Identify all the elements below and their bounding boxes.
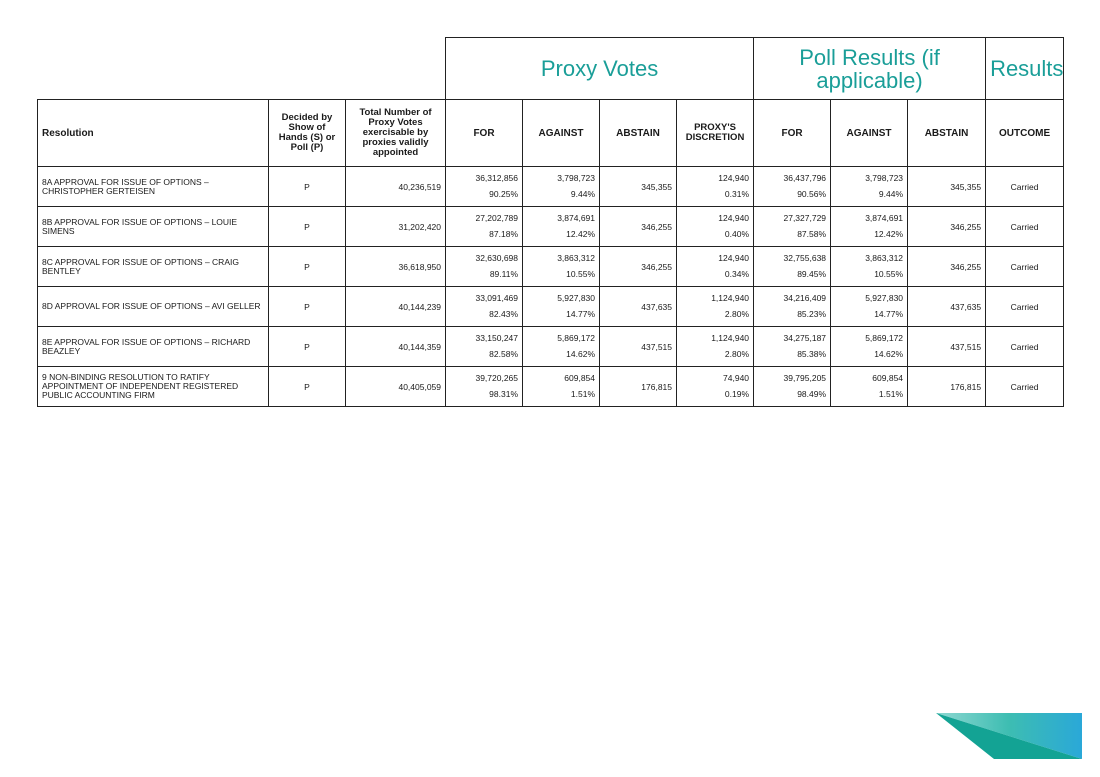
poll-for-value: 32,755,638: [783, 253, 827, 263]
proxy-against-percent: 12.42%: [566, 229, 596, 239]
proxy-for-percent: 82.43%: [489, 309, 519, 319]
decided-cell: P: [269, 247, 346, 287]
outcome-cell: Carried: [986, 207, 1064, 247]
proxy-discretion-value: 1,124,940: [711, 293, 750, 303]
proxy-for-cell: [446, 167, 523, 207]
proxy-for-value: 27,202,789: [475, 213, 519, 223]
col-resolution: Resolution: [38, 100, 269, 167]
col-poll-for: FOR: [754, 100, 831, 167]
table-row: [38, 367, 1064, 407]
outcome-cell: Carried: [986, 327, 1064, 367]
poll-for-percent: 90.56%: [797, 189, 827, 199]
proxy-against-value: 5,927,830: [557, 293, 596, 303]
decided-cell: P: [269, 167, 346, 207]
poll-against-value: 3,874,691: [865, 213, 904, 223]
poll-abstain-cell: 346,255: [908, 247, 986, 287]
poll-for-percent: 89.45%: [797, 269, 827, 279]
proxy-abstain-cell: 346,255: [600, 207, 677, 247]
proxy-against-value: 5,869,172: [557, 333, 596, 343]
proxy-discretion-percent: 0.31%: [724, 189, 750, 199]
poll-for-cell: [754, 287, 831, 327]
results-heading: Results: [986, 38, 1064, 100]
table-row: [38, 247, 1064, 287]
proxy-for-percent: 87.18%: [489, 229, 519, 239]
proxy-against-cell: [523, 367, 600, 407]
proxy-for-cell: [446, 207, 523, 247]
poll-for-value: 36,437,796: [783, 173, 827, 183]
resolution-cell: 8C APPROVAL FOR ISSUE OF OPTIONS – CRAIG BENTLEY: [38, 247, 269, 287]
column-header-row: [38, 100, 1064, 167]
decided-cell: P: [269, 367, 346, 407]
poll-against-cell: [831, 207, 908, 247]
poll-against-percent: 10.55%: [874, 269, 904, 279]
col-against: AGAINST: [523, 100, 600, 167]
outcome-cell: Carried: [986, 167, 1064, 207]
group-header-spacer: [38, 38, 446, 100]
poll-for-cell: [754, 167, 831, 207]
poll-for-value: 27,327,729: [783, 213, 827, 223]
proxy-discretion-cell: [677, 207, 754, 247]
decided-cell: P: [269, 287, 346, 327]
total-votes-cell: 40,144,239: [346, 287, 446, 327]
proxy-against-value: 609,854: [564, 373, 596, 383]
poll-for-value: 39,795,205: [783, 373, 827, 383]
proxy-discretion-value: 74,940: [723, 373, 750, 383]
proxy-for-percent: 98.31%: [489, 389, 519, 399]
proxy-against-percent: 9.44%: [570, 189, 596, 199]
proxy-for-cell: [446, 287, 523, 327]
table-row: [38, 287, 1064, 327]
poll-abstain-cell: 346,255: [908, 207, 986, 247]
results-body: [38, 167, 1064, 407]
poll-against-percent: 1.51%: [878, 389, 904, 399]
resolution-cell: 8A APPROVAL FOR ISSUE OF OPTIONS – CHRISTOPHER GERTEISEN: [38, 167, 269, 207]
poll-against-value: 5,927,830: [865, 293, 904, 303]
total-votes-cell: 40,236,519: [346, 167, 446, 207]
proxy-for-cell: [446, 247, 523, 287]
poll-against-percent: 12.42%: [874, 229, 904, 239]
poll-for-cell: [754, 327, 831, 367]
poll-results-heading: Poll Results (if applicable): [754, 38, 986, 100]
proxy-discretion-cell: [677, 287, 754, 327]
proxy-discretion-cell: [677, 167, 754, 207]
proxy-abstain-cell: 437,635: [600, 287, 677, 327]
proxy-discretion-cell: [677, 247, 754, 287]
proxy-against-cell: [523, 287, 600, 327]
proxy-for-cell: [446, 367, 523, 407]
poll-for-percent: 87.58%: [797, 229, 827, 239]
proxy-against-percent: 14.77%: [566, 309, 596, 319]
outcome-cell: Carried: [986, 367, 1064, 407]
poll-for-cell: [754, 247, 831, 287]
proxy-for-value: 33,091,469: [475, 293, 519, 303]
poll-against-percent: 9.44%: [878, 189, 904, 199]
resolution-cell: 8E APPROVAL FOR ISSUE OF OPTIONS – RICHARD BEAZLEY: [38, 327, 269, 367]
proxy-against-value: 3,874,691: [557, 213, 596, 223]
proxy-against-percent: 1.51%: [570, 389, 596, 399]
poll-against-value: 3,863,312: [865, 253, 904, 263]
poll-for-percent: 85.38%: [797, 349, 827, 359]
proxy-for-value: 39,720,265: [475, 373, 519, 383]
poll-against-cell: [831, 327, 908, 367]
proxy-for-percent: 90.25%: [489, 189, 519, 199]
poll-against-value: 609,854: [872, 373, 904, 383]
poll-for-percent: 98.49%: [797, 389, 827, 399]
decided-cell: P: [269, 207, 346, 247]
col-total: Total Number of Proxy Votes exercisable by proxies validly appointed: [346, 100, 446, 167]
col-poll-against: AGAINST: [831, 100, 908, 167]
poll-against-percent: 14.62%: [874, 349, 904, 359]
proxy-discretion-cell: [677, 327, 754, 367]
proxy-discretion-percent: 0.40%: [724, 229, 750, 239]
proxy-against-percent: 10.55%: [566, 269, 596, 279]
total-votes-cell: 36,618,950: [346, 247, 446, 287]
total-votes-cell: 40,405,059: [346, 367, 446, 407]
poll-for-percent: 85.23%: [797, 309, 827, 319]
proxy-for-percent: 82.58%: [489, 349, 519, 359]
proxy-against-percent: 14.62%: [566, 349, 596, 359]
proxy-discretion-cell: [677, 367, 754, 407]
total-votes-cell: 31,202,420: [346, 207, 446, 247]
poll-against-percent: 14.77%: [874, 309, 904, 319]
table-row: [38, 167, 1064, 207]
poll-abstain-cell: 437,515: [908, 327, 986, 367]
table-row: [38, 327, 1064, 367]
proxy-against-cell: [523, 167, 600, 207]
company-logo-icon: [936, 713, 1082, 759]
col-for: FOR: [446, 100, 523, 167]
poll-against-cell: [831, 287, 908, 327]
resolution-cell: 8D APPROVAL FOR ISSUE OF OPTIONS – AVI GELLER: [38, 287, 269, 327]
resolution-cell: 8B APPROVAL FOR ISSUE OF OPTIONS – LOUIE SIMENS: [38, 207, 269, 247]
proxy-for-value: 32,630,698: [475, 253, 519, 263]
poll-for-cell: [754, 207, 831, 247]
proxy-for-cell: [446, 327, 523, 367]
poll-abstain-cell: 345,355: [908, 167, 986, 207]
poll-against-cell: [831, 367, 908, 407]
proxy-against-cell: [523, 327, 600, 367]
proxy-discretion-value: 1,124,940: [711, 333, 750, 343]
col-decided: Decided by Show of Hands (S) or Poll (P): [269, 100, 346, 167]
poll-against-cell: [831, 167, 908, 207]
col-poll-abstain: ABSTAIN: [908, 100, 986, 167]
table-row: [38, 207, 1064, 247]
proxy-discretion-value: 124,940: [718, 213, 750, 223]
poll-for-value: 34,275,187: [783, 333, 827, 343]
poll-against-value: 5,869,172: [865, 333, 904, 343]
proxy-against-cell: [523, 207, 600, 247]
proxy-abstain-cell: 345,355: [600, 167, 677, 207]
poll-abstain-cell: 176,815: [908, 367, 986, 407]
group-header-row: [38, 38, 1064, 100]
proxy-abstain-cell: 176,815: [600, 367, 677, 407]
proxy-discretion-value: 124,940: [718, 173, 750, 183]
outcome-cell: Carried: [986, 247, 1064, 287]
proxy-discretion-percent: 0.19%: [724, 389, 750, 399]
col-outcome: OUTCOME: [986, 100, 1064, 167]
proxy-abstain-cell: 437,515: [600, 327, 677, 367]
resolution-cell: 9 NON-BINDING RESOLUTION TO RATIFY APPOINTMENT OF INDEPENDENT REGISTERED PUBLIC ACCOUNTING FIRM: [38, 367, 269, 407]
proxy-against-value: 3,863,312: [557, 253, 596, 263]
total-votes-cell: 40,144,359: [346, 327, 446, 367]
proxy-discretion-value: 124,940: [718, 253, 750, 263]
proxy-discretion-percent: 0.34%: [724, 269, 750, 279]
proxy-for-percent: 89.11%: [489, 269, 519, 279]
proxy-against-value: 3,798,723: [557, 173, 596, 183]
decided-cell: P: [269, 327, 346, 367]
outcome-cell: Carried: [986, 287, 1064, 327]
col-discretion: PROXY'S DISCRETION: [677, 100, 754, 167]
proxy-votes-heading: Proxy Votes: [446, 38, 754, 100]
poll-against-value: 3,798,723: [865, 173, 904, 183]
poll-for-cell: [754, 367, 831, 407]
poll-for-value: 34,216,409: [783, 293, 827, 303]
proxy-discretion-percent: 2.80%: [724, 349, 750, 359]
proxy-for-value: 33,150,247: [475, 333, 519, 343]
proxy-discretion-percent: 2.80%: [724, 309, 750, 319]
poll-against-cell: [831, 247, 908, 287]
poll-abstain-cell: 437,635: [908, 287, 986, 327]
proxy-for-value: 36,312,856: [475, 173, 519, 183]
results-table: [37, 37, 1064, 407]
proxy-against-cell: [523, 247, 600, 287]
col-abstain: ABSTAIN: [600, 100, 677, 167]
proxy-abstain-cell: 346,255: [600, 247, 677, 287]
